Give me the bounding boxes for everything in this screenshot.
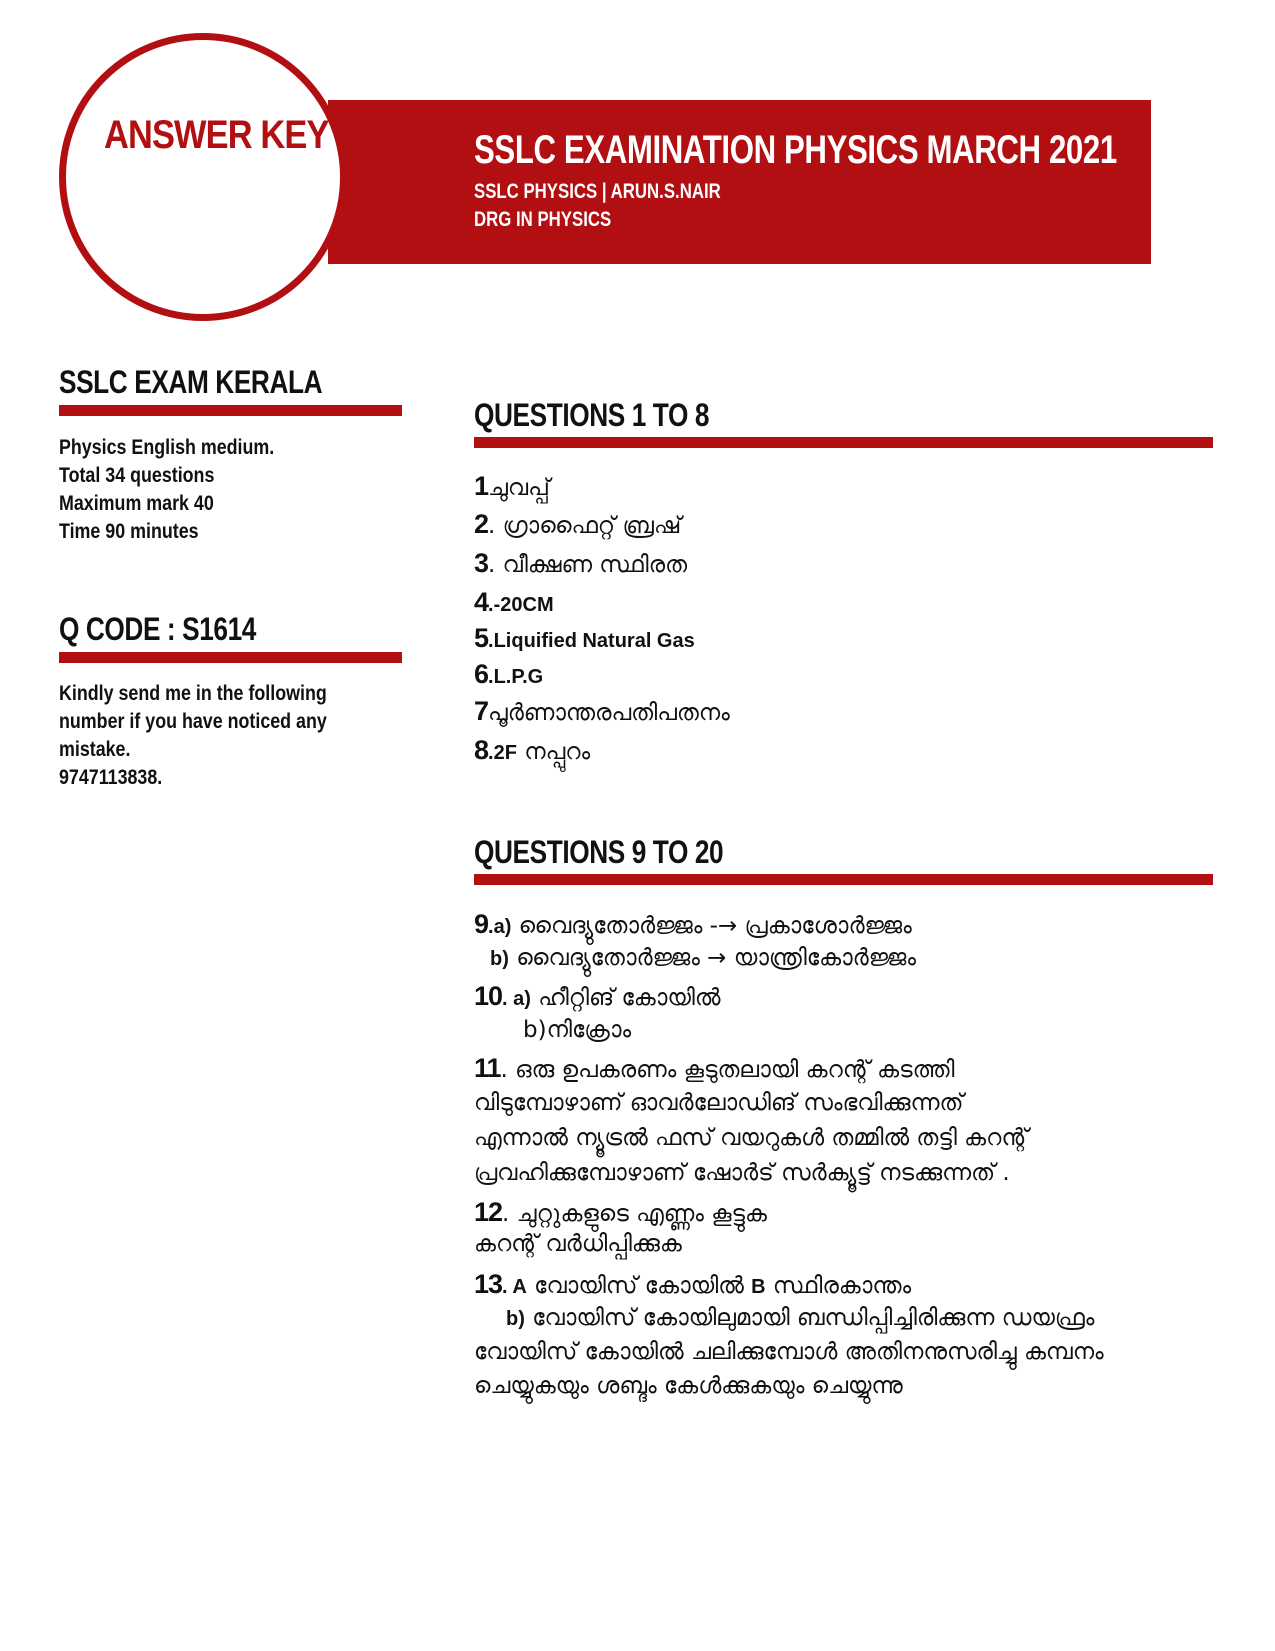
answer-13-line: ചെയ്യുകയും ശബ്ദം കേൾക്കുകയും ചെയ്യുന്നു [474, 1373, 903, 1399]
answer-10a: 10. a) ഹീറ്റിങ് കോയിൽ [474, 981, 721, 1011]
sidebar-note-line: mistake. [59, 738, 131, 761]
answer-4: 4.-20CM [474, 587, 554, 617]
answer-11-line: പ്രവഹിക്കുമ്പോഴാണ് ഷോർട് സർക്യൂട്ട് നടക്കുന്നത് . [474, 1160, 1010, 1186]
answer-12-line: കറന്റ് വർധിപ്പിക്കുക [474, 1231, 682, 1257]
banner-subtitle-author: SSLC PHYSICS | ARUN.S.NAIR [474, 180, 721, 203]
sidebar-heading-exam: SSLC EXAM KERALA [59, 364, 323, 400]
header-banner [328, 100, 1151, 264]
sidebar-note-line: Kindly send me in the following [59, 682, 327, 705]
section-heading-1-to-8: QUESTIONS 1 TO 8 [474, 397, 710, 433]
answer-key-circle [59, 33, 347, 321]
answer-1: 1ചുവപ്പ് [474, 471, 550, 501]
sidebar-info-line: Maximum mark 40 [59, 492, 214, 515]
answer-5: 5.Liquified Natural Gas [474, 623, 695, 653]
sidebar-rule-1 [59, 405, 402, 416]
answer-9a: 9.a) വൈദ്യുതോർജ്ജം -→ പ്രകാശോർജ്ജം [474, 909, 912, 939]
answer-11-line: എന്നാൽ ന്യൂട്രൽ ഫസ് വയറുകൾ തമ്മിൽ തട്ടി കറന്റ് [474, 1125, 1029, 1151]
answer-11-line: 11. ഒരു ഉപകരണം കൂടുതലായി കറന്റ് കടത്തി [474, 1053, 955, 1083]
sidebar-info-line: Total 34 questions [59, 464, 215, 487]
answer-13-line: വോയിസ് കോയിൽ ചലിക്കുമ്പോൾ അതിനനുസരിച്ചു കമ്പനം [474, 1339, 1104, 1365]
answer-key-stamp: ANSWER KEY [104, 113, 329, 157]
sidebar-rule-2 [59, 652, 402, 663]
section-heading-9-to-20: QUESTIONS 9 TO 20 [474, 834, 724, 870]
answer-10b: b)നിക്രോം [523, 1017, 632, 1043]
answer-12-line: 12. ചുറ്റുകളുടെ എണ്ണം കൂട്ടുക [474, 1197, 767, 1227]
answer-6: 6.L.P.G [474, 659, 544, 689]
answer-3: 3. വീക്ഷണ സ്ഥിരത [474, 548, 688, 578]
page-title: SSLC EXAMINATION PHYSICS MARCH 2021 [474, 128, 1117, 172]
answer-2: 2. ഗ്രാഫൈറ്റ് ബ്രഷ് [474, 509, 682, 539]
answer-13a: 13. A വോയിസ് കോയിൽ B സ്ഥിരകാന്തം [474, 1269, 912, 1299]
answer-8: 8.2F നപ്പുറം [474, 735, 591, 765]
answer-11-line: വിടുമ്പോഴാണ് ഓവർലോഡിങ് സംഭവിക്കുന്നത് [474, 1090, 964, 1116]
section-rule-1 [474, 437, 1213, 448]
answer-7: 7പൂർണാന്തരപതിപതനം [474, 696, 730, 726]
answer-13b: b) വോയിസ് കോയിലുമായി ബന്ധിപ്പിച്ചിരിക്കുന്ന ഡയഫ്രം [506, 1305, 1095, 1331]
sidebar-note-line: number if you have noticed any [59, 710, 327, 733]
sidebar-note-phone: 9747113838. [59, 766, 163, 789]
answer-9b: b) വൈദ്യുതോർജ്ജം → യാന്ത്രികോർജ്ജം [490, 945, 917, 971]
sidebar-info-line: Physics English medium. [59, 436, 275, 459]
section-rule-2 [474, 874, 1213, 885]
banner-subtitle-role: DRG IN PHYSICS [474, 208, 612, 231]
sidebar-info-line: Time 90 minutes [59, 520, 199, 543]
sidebar-heading-qcode: Q CODE : S1614 [59, 611, 256, 647]
